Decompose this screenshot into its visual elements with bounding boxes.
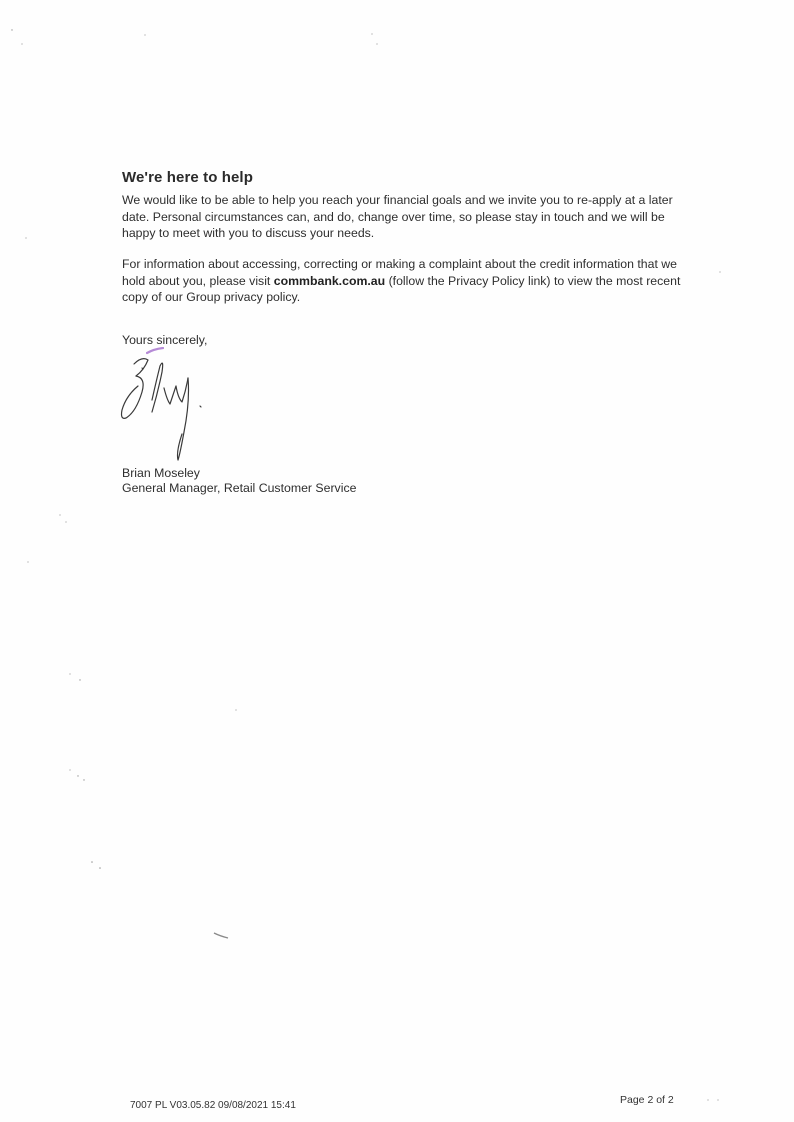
commbank-website: commbank.com.au	[273, 273, 386, 288]
paragraph-privacy-text-end: (follow the Privacy Policy link) to view the most recent copy of our Group privacy policy.	[122, 273, 681, 304]
paragraph-privacy-text-start: For information about accessing, correcting or making a complaint about the credit information that we hold about you, please visit	[122, 257, 678, 288]
signer-title: General Manager, Retail Customer Service	[122, 481, 357, 495]
footer-document-code: 7007 PL V03.05.82 09/08/2021 15:41	[130, 1100, 296, 1111]
handwritten-signature	[112, 342, 232, 462]
paragraph-privacy	[122, 256, 682, 306]
footer-page-number: Page 2 of 2	[620, 1094, 674, 1106]
signer-name: Brian Moseley	[122, 466, 200, 480]
paragraph-reapply: We would like to be able to help you reach your financial goals and we invite you to re-apply at a later date. Personal circumstances can, and do, change over time, so please stay in touch and we will be happy to meet with you to discuss your needs.	[122, 193, 673, 240]
closing-salutation: Yours sincerely,	[122, 333, 208, 347]
section-heading: We're here to help	[122, 169, 253, 186]
